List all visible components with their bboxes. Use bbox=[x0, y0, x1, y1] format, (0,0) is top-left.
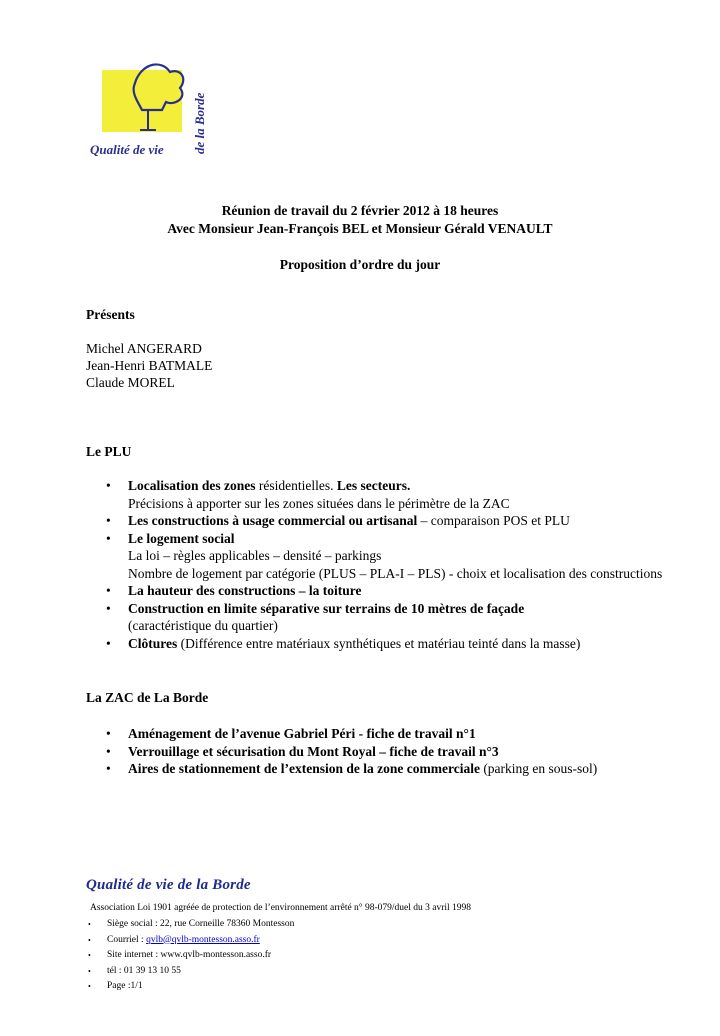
plu-list bbox=[104, 477, 664, 652]
list-item bbox=[104, 635, 664, 653]
list-item bbox=[104, 530, 664, 583]
item-bold-text: Aires de stationnement de l’extension de la zone commerciale bbox=[128, 761, 480, 776]
item-text: – comparaison POS et PLU bbox=[417, 513, 570, 528]
zac-heading: La ZAC de La Borde bbox=[86, 690, 209, 705]
bullet-icon: • bbox=[106, 583, 111, 598]
footer-item bbox=[88, 964, 294, 980]
item-bold-text: Aménagement de l’avenue Gabriel Péri - fiche de travail n°1 bbox=[128, 726, 476, 741]
item-subtext: Nombre de logement par catégorie (PLUS – PLA-I – PLS) - choix et localisation des constructions bbox=[128, 565, 663, 581]
bullet-icon: • bbox=[88, 935, 91, 945]
item-bold-text: Construction en limite séparative sur terrains de 10 mètres de façade bbox=[128, 600, 525, 616]
logo-yellow-square bbox=[102, 70, 182, 132]
association-logo bbox=[84, 58, 214, 163]
present-name: Michel ANGERARD bbox=[86, 341, 202, 356]
footer-contact-list bbox=[88, 917, 294, 995]
item-text: (parking en sous-sol) bbox=[479, 761, 598, 776]
list-item bbox=[104, 600, 664, 635]
item-bold-text: Localisation des zones bbox=[128, 478, 256, 493]
meeting-title: Réunion de travail du 2 février 2012 à 18 heures bbox=[221, 203, 499, 218]
present-name: Jean-Henri BATMALE bbox=[86, 358, 213, 373]
bullet-icon: • bbox=[106, 600, 111, 616]
footer-item bbox=[88, 948, 294, 964]
present-name: Claude MOREL bbox=[86, 375, 175, 390]
bullet-icon: • bbox=[106, 478, 111, 493]
plu-heading: Le PLU bbox=[86, 444, 132, 459]
footer-item bbox=[88, 933, 294, 949]
logo-side-text: de la Borde bbox=[192, 92, 207, 154]
logo-brand-text: Qualité de vie bbox=[90, 142, 164, 157]
item-bold-text: Clôtures bbox=[128, 635, 178, 651]
footer-page-number: Page :1/1 bbox=[107, 981, 143, 992]
agenda-title: Proposition d’ordre du jour bbox=[279, 257, 441, 272]
item-subtext: Précisions à apporter sur les zones situées dans le périmètre de la ZAC bbox=[128, 495, 510, 511]
list-item bbox=[104, 760, 664, 778]
item-text: (Différence entre matériaux synthétiques et matériau teinté dans la masse) bbox=[177, 635, 581, 651]
bullet-icon: • bbox=[106, 513, 111, 528]
footer-phone: tél : 01 39 13 10 55 bbox=[107, 965, 181, 976]
item-bold-text: La hauteur des constructions – la toiture bbox=[128, 583, 362, 598]
list-item bbox=[104, 725, 664, 743]
bullet-icon: • bbox=[106, 635, 111, 651]
zac-list bbox=[104, 725, 664, 778]
presents-heading: Présents bbox=[86, 307, 135, 322]
footer-association-info: Association Loi 1901 agréée de protection de l’environnement arrêté n° 98-079/duel du 3 avril 1998 bbox=[90, 903, 472, 913]
item-subtext: La loi – règles applicables – densité – parkings bbox=[128, 548, 382, 563]
list-item bbox=[104, 477, 664, 512]
footer-association-name: Qualité de vie de la Borde bbox=[86, 877, 251, 893]
bullet-icon: • bbox=[88, 920, 91, 929]
bullet-icon: • bbox=[106, 530, 111, 546]
footer-item bbox=[88, 917, 294, 933]
list-item bbox=[104, 512, 664, 530]
item-subtext: (caractéristique du quartier) bbox=[128, 618, 278, 633]
item-text: résidentielles. bbox=[255, 478, 334, 493]
footer-address: Siège social : 22, rue Corneille 78360 Montesson bbox=[107, 919, 295, 929]
footer-email-link[interactable]: qvlb@qvlb-montesson.asso.fr bbox=[146, 934, 260, 945]
footer-item bbox=[88, 979, 294, 995]
bullet-icon: • bbox=[106, 761, 111, 776]
item-bold-text: Le logement social bbox=[128, 530, 235, 546]
item-bold-text: Les constructions à usage commercial ou artisanal bbox=[128, 513, 418, 528]
item-bold-text: Verrouillage et sécurisation du Mont Royal – fiche de travail n°3 bbox=[128, 743, 499, 759]
list-item bbox=[104, 743, 664, 761]
footer-email-label: Courriel : bbox=[107, 934, 147, 945]
item-bold-text: Les secteurs. bbox=[333, 478, 411, 493]
bullet-icon: • bbox=[106, 743, 111, 759]
bullet-icon: • bbox=[88, 982, 91, 992]
list-item bbox=[104, 582, 664, 600]
bullet-icon: • bbox=[88, 951, 91, 961]
logo-graphic bbox=[84, 58, 214, 163]
bullet-icon: • bbox=[88, 966, 91, 976]
footer-website: Site internet : www.qvlb-montesson.asso.fr bbox=[107, 950, 272, 961]
bullet-icon: • bbox=[106, 726, 111, 741]
meeting-attendees-line: Avec Monsieur Jean-François BEL et Monsieur Gérald VENAULT bbox=[167, 221, 553, 236]
